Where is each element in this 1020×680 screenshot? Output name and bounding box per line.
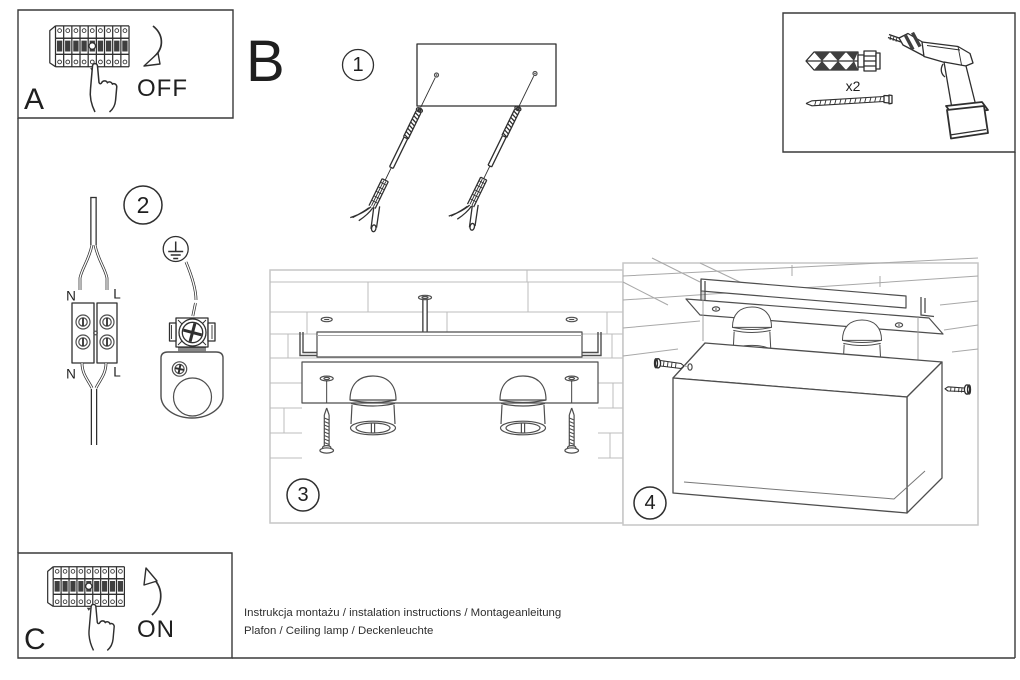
panel-c-breaker-on: [24, 567, 175, 656]
panel-c-state-label: ON: [137, 616, 175, 643]
lamp-mounting-plate: [302, 362, 598, 403]
step-1-illustration: [343, 44, 557, 233]
panel-a-label: A: [24, 83, 45, 116]
footer: [244, 607, 561, 637]
panel-a-state-label: OFF: [137, 75, 188, 102]
step-4-number: 4: [644, 492, 656, 514]
panel-a-breaker-off: [24, 26, 188, 116]
step-3-number: 3: [297, 484, 309, 506]
terminal-block: [72, 303, 94, 363]
lamp-box-body: [673, 343, 942, 513]
ground-connection: [161, 237, 223, 419]
footer-line-2: Plafon / Ceiling lamp / Deckenleuchte: [244, 625, 434, 637]
step-2-illustration: [66, 186, 223, 445]
wire-label-l-bottom: L: [113, 364, 121, 380]
supply-cable-and-terminal-block: [66, 198, 121, 446]
anchor-quantity-label: x2: [845, 78, 861, 94]
wall-plug-icon: [806, 51, 880, 71]
step-1-number: 1: [352, 54, 364, 76]
parts-box: [806, 32, 988, 139]
screw-icon: [806, 95, 892, 106]
step-2-number: 2: [136, 192, 150, 218]
wire-label-l-top: L: [113, 286, 121, 302]
drill-icon: [888, 32, 988, 139]
panel-c-label: C: [24, 623, 46, 656]
wire-label-n-top: N: [66, 288, 76, 304]
step-3-illustration: [270, 270, 623, 523]
footer-line-1: Instrukcja montażu / instalation instructions / Montageanleitung: [244, 607, 562, 619]
curved-arrow-up-icon: [144, 568, 161, 615]
step-4-illustration: [623, 258, 978, 525]
wire-label-n-bottom: N: [66, 366, 76, 382]
curved-arrow-down-icon: [144, 26, 161, 66]
section-b-label: B: [246, 29, 285, 94]
